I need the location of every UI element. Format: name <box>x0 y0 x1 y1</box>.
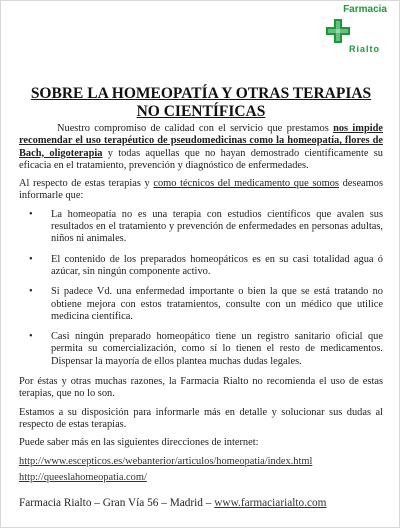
list-item <box>19 209 383 246</box>
links-intro: Puede saber más en las siguientes direcciones de internet: <box>19 437 259 449</box>
footer <box>19 496 383 510</box>
respect-text-2: deseamos informarle que: <box>19 178 383 202</box>
footer-website-link[interactable]: www.farmaciarialto.com <box>214 497 327 509</box>
availability-paragraph: Estamos a su disposición para informarle más en detalle y solucionar sus dudas al respecto de estas terapias. <box>19 406 383 430</box>
document-body <box>19 123 383 490</box>
intro-text-2: y todas aquellas que no hayan demostrado científicamente su eficacia en el tratamiento, prevención y diagnóstico de enfermedades. <box>19 147 383 171</box>
pharmacy-logo <box>319 4 387 64</box>
pharmacy-cross-icon <box>325 18 351 44</box>
bullet-icon: • <box>29 253 33 265</box>
bullet-text: La homeopatía no es una terapia con estudios científicos que avalen sus resultados en el tratamiento y prevención de enfermedades en personas adultas, niños ni animales. <box>51 208 383 245</box>
link-queeslahomeopatia-row <box>19 472 383 484</box>
logo-name-bottom: Rialto <box>349 44 381 54</box>
respect-underlined: como técnicos del medicamento que somos <box>153 178 339 190</box>
list-item <box>19 254 383 279</box>
document-title: SOBRE LA HOMEOPATÍA Y OTRAS TERAPIAS NO CIENTÍFICAS <box>30 85 372 120</box>
reasons-paragraph: Por éstas y otras muchas razones, la Farmacia Rialto no recomienda el uso de estas terapias, que no lo son. <box>19 376 383 400</box>
intro-emphasis: nos impide recomendar el uso terapéutico de pseudomedicinas como la homeopatía, flores de Bach, oligoterapia <box>19 123 383 159</box>
footer-address: Farmacia Rialto – Gran Vía 56 – Madrid – <box>19 497 215 509</box>
respect-paragraph <box>19 178 383 203</box>
intro-text-1: Nuestro compromiso de calidad con el servicio que prestamos <box>57 123 334 134</box>
respect-text-1: Al respecto de estas terapias y <box>19 178 154 190</box>
bullet-text: Casi ningún preparado homeopático tiene un registro sanitario oficial que permita su comercialización, como sí lo tienen el resto de medicamentos. Dispensar la mayoría de ellos plantea muchas dudas legales. <box>51 331 383 367</box>
link-escepticos[interactable]: http://www.escepticos.es/webanterior/articulos/homeopatia/index.html <box>19 455 313 467</box>
info-bullet-list <box>19 209 383 368</box>
list-item <box>19 286 383 323</box>
link-queeslahomeopatia[interactable]: http://queeslahomeopatia.com/ <box>19 471 147 483</box>
bullet-text: Si padece Vd. una enfermedad importante o bien la que se está tratando no obtiene mejora con estos tratamientos, consulte con un médico que utilice medicina científica. <box>51 286 383 322</box>
bullet-icon: • <box>29 331 33 343</box>
logo-name-top: Farmacia <box>343 4 387 15</box>
list-item <box>19 331 383 368</box>
bullet-text: El contenido de los preparados homeopáticos es en su casi totalidad agua ó azúcar, sin ningún componente activo. <box>51 253 383 277</box>
link-escepticos-row <box>19 456 383 468</box>
bullet-icon: • <box>29 286 33 298</box>
bullet-icon: • <box>29 208 33 220</box>
intro-paragraph <box>19 123 383 172</box>
